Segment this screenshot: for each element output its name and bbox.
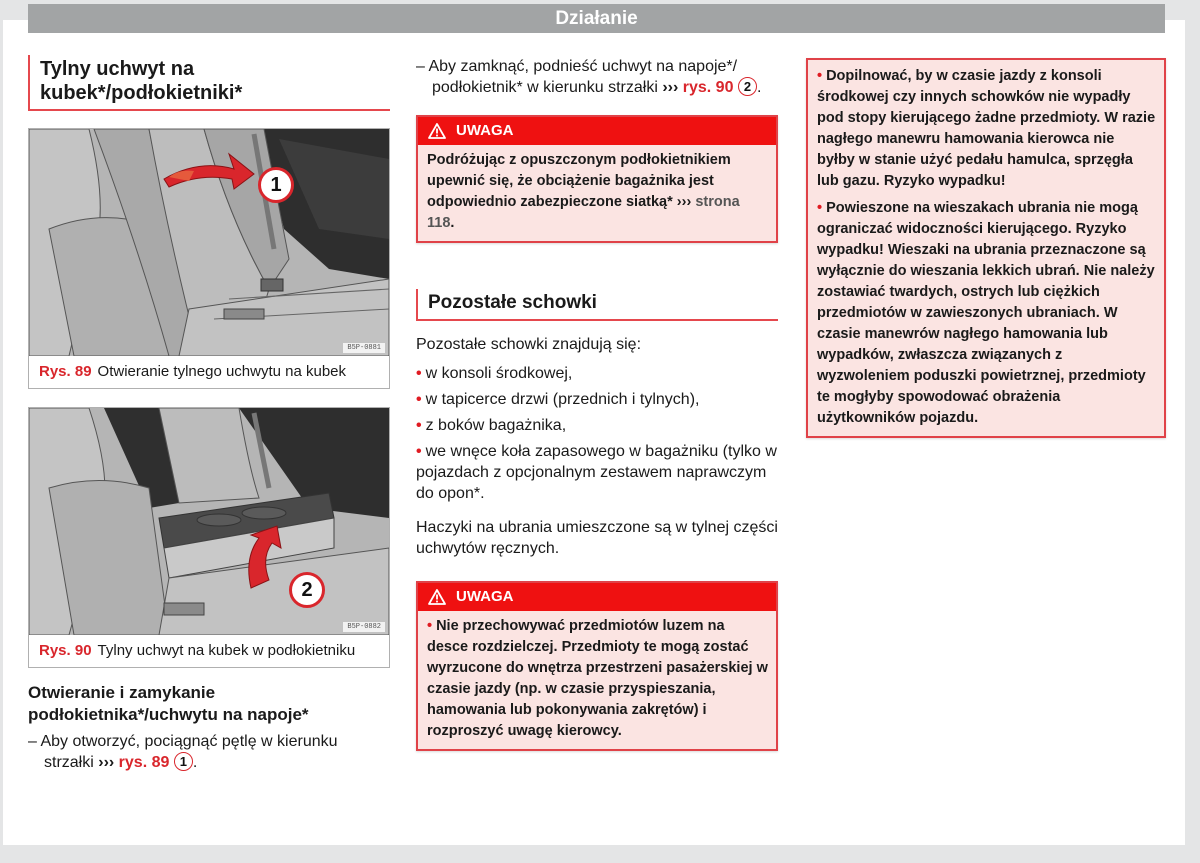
step-text: Aby otworzyć, pociągnąć pętlę w kierunku strzałki — [40, 733, 338, 771]
warning-text: Nie przechowywać przedmiotów luzem na desce rozdzielczej. Przedmioty te mogą zostać wyrzucone do wnętrza przestrzeni pasażerskiej w czasie jazdy (np. w czasie przyspieszania, hamowania lub pokonywania zakrętów) i rozproszyć uwagę kierowcy. — [427, 618, 768, 739]
list-item — [416, 363, 778, 384]
callout-number-2: 2 — [738, 77, 757, 96]
bullet-icon: • — [427, 618, 433, 634]
subheading-open-close: Otwieranie i zamykanie podłokietnika*/uchwytu na napoje* — [28, 683, 309, 724]
figure-90-image — [29, 408, 389, 635]
figure-90 — [28, 407, 390, 668]
list-item — [416, 441, 778, 504]
list-item-text: w tapicerce drzwi (przednich i tylnych), — [425, 391, 700, 408]
list-item — [416, 389, 778, 410]
step-text: Aby zamknąć, podnieść uchwyt na napoje*/ podłokietnik* w kierunku strzałki — [428, 58, 738, 96]
callout-number-1: 1 — [174, 752, 193, 771]
bullet-icon: • — [416, 443, 422, 460]
list-item-text: we wnęce koła zapasowego w bagażniku (tylko w pojazdach z opcjonalnym zestawem naprawczym do opon*. — [416, 443, 777, 502]
section-header-bar — [28, 4, 1165, 33]
heading-other-storage: Pozostałe schowki — [416, 289, 778, 321]
warning-title: UWAGA — [456, 122, 514, 139]
cross-ref-arrows: ››› — [662, 79, 679, 96]
storage-list — [416, 363, 778, 504]
list-item — [416, 415, 778, 436]
step-close — [416, 56, 778, 98]
warning-header — [418, 117, 776, 145]
period: . — [192, 754, 198, 771]
bullet-icon: • — [817, 68, 823, 84]
cross-ref-arrows: ››› — [98, 754, 115, 771]
rear-seat-illustration-2 — [29, 408, 389, 635]
warning-box-1 — [416, 115, 778, 243]
list-item-text: w konsoli środkowej, — [425, 365, 573, 382]
warning-text: Powieszone na wieszakach ubrania nie mogą ograniczać widoczności kierującego. Ryzyko wypadku! Wieszaki na ubrania przeznaczone są wyłącznie do wieszania lekkich ubrań. Nie należy zostawiać twardych, ostrych lub ciężkich przedmiotów w zawieszonych ubraniach. W czasie manewrów nagłego hamowania lub wypadków, zwłaszcza związanych z wyzwoleniem poduszki powietrznej, przedmioty te mogłyby spowodować obrażenia użytkowników pojazdu. — [817, 200, 1155, 426]
bullet-icon: • — [416, 365, 422, 382]
figure-link-89[interactable]: rys. 89 — [118, 754, 170, 771]
other-storage-intro: Pozostałe schowki znajdują się: — [416, 336, 642, 353]
step-open — [28, 731, 390, 773]
figure-code: B5P-0882 — [343, 622, 385, 632]
warning-triangle-icon — [428, 589, 446, 605]
figure-code: B5P-0881 — [343, 343, 385, 353]
page-link-118[interactable]: strona 118 — [427, 194, 740, 231]
figure-caption-text: Otwieranie tylnego uchwytu na kubek — [97, 363, 347, 380]
callout-2: 2 — [289, 572, 325, 608]
dash: – — [28, 733, 37, 750]
period: . — [450, 215, 455, 231]
warning-triangle-icon — [428, 123, 446, 139]
figure-89-image — [29, 129, 389, 356]
column-right — [806, 58, 1166, 438]
bullet-icon: • — [416, 417, 422, 434]
figure-label: Rys. 89 — [39, 363, 92, 380]
figure-89-caption — [29, 356, 389, 388]
figure-link-90[interactable]: rys. 90 — [682, 79, 734, 96]
bullet-icon: • — [817, 200, 823, 216]
figure-label: Rys. 90 — [39, 642, 92, 659]
figure-caption-text: Tylny uchwyt na kubek w podłokietniku — [97, 642, 356, 659]
list-item-text: z boków bagażnika, — [425, 417, 567, 434]
column-left — [28, 55, 390, 773]
warning-header — [418, 583, 776, 611]
warning-body — [418, 611, 776, 749]
warning-text: Dopilnować, by w czasie jazdy z konsoli środkowej czy innych schowków nie wypadły pod stopy kierującego żadne przedmioty. W razie nagłego manewru hamowania kierowca nie byłby w stanie użyć pedału hamulca, sprzęgła lub gazu. Ryzyko wypadku! — [817, 68, 1156, 189]
warning-body — [418, 145, 776, 241]
figure-90-caption — [29, 635, 389, 667]
warning-box-2 — [416, 581, 778, 751]
heading-rear-cupholder: Tylny uchwyt na kubek*/podłokietniki* — [28, 55, 390, 111]
column-middle — [416, 56, 778, 751]
cross-ref-arrows: ››› — [676, 194, 692, 210]
figure-89 — [28, 128, 390, 389]
section-title: Działanie — [555, 8, 638, 29]
warning-box-continued — [806, 58, 1166, 438]
warning-body — [808, 60, 1164, 436]
warning-text: Podróżując z opuszczonym podłokietnikiem upewnić się, że obciążenie bagażnika jest odpowiednio zabezpieczone siatką* — [427, 152, 731, 210]
bullet-icon: • — [416, 391, 422, 408]
callout-1: 1 — [258, 167, 294, 203]
rear-seat-illustration-1 — [29, 129, 389, 356]
hooks-note: Haczyki na ubrania umieszczone są w tylnej części uchwytów ręcznych. — [416, 519, 778, 557]
period: . — [756, 79, 762, 96]
dash: – — [416, 58, 425, 75]
warning-title: UWAGA — [456, 588, 514, 605]
